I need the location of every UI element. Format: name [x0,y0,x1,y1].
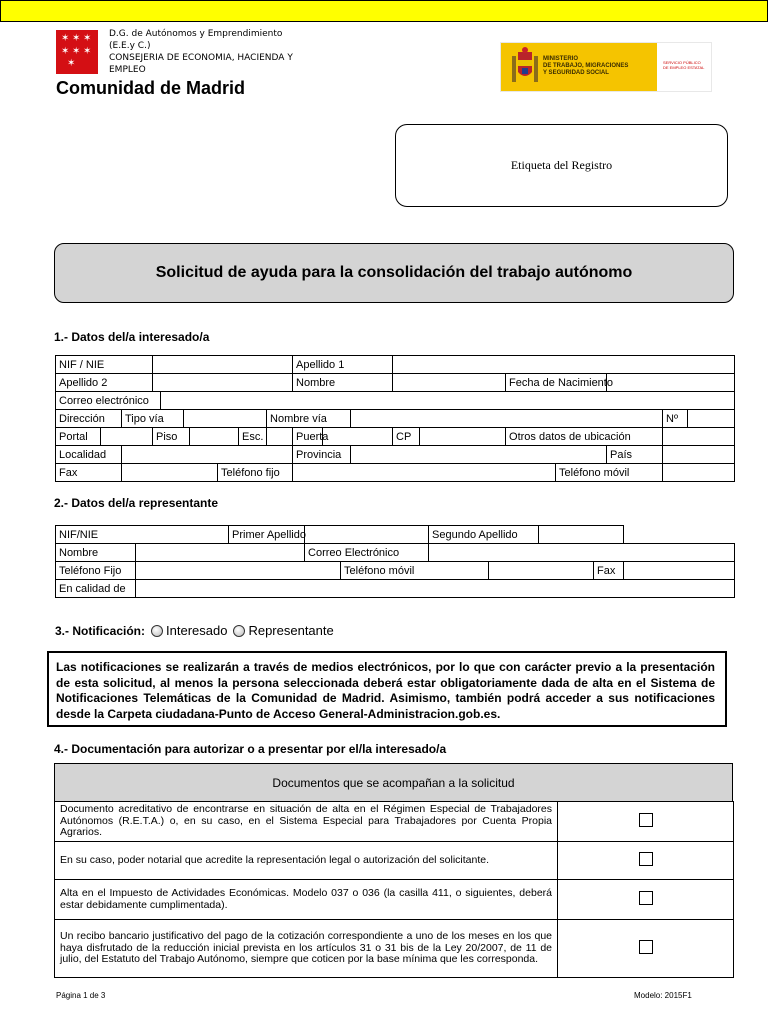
interesado-table [55,355,735,482]
fecha-nacimiento-input[interactable] [607,374,735,392]
notification-info-box: Las notificaciones se realizarán a través de medios electrónicos, por lo que con carácter previo a la presentación de esta solicitud, al menos la persona seleccionada deberá estar obligatoriamente dada de alta en el Sistema de Notificaciones Telemáticas de la Comunidad de Madrid. Asimismo, también podrá acceder a sus notificaciones desde la Carpeta ciudadana-Punto de Acceso General-Administracion.gob.es. [47,651,727,727]
radio-representante-label: Representante [248,623,334,638]
telefono-movil-label: Teléfono móvil [556,464,663,482]
provincia-label: Provincia [293,446,351,464]
comunidad-madrid-logo: ✶ ✶ ✶ ✶ ✶ ✶ ✶ [56,30,98,74]
doc-row [55,842,734,880]
tipo-via-input[interactable] [184,410,267,428]
section-1-heading: 1.- Datos del/a interesado/a [54,330,210,344]
registro-label-box: Etiqueta del Registro [395,124,728,207]
doc-checkbox[interactable] [639,891,653,905]
portal-label: Portal [56,428,101,446]
footer-modelo: Modelo: 2015F1 [634,991,692,1000]
puerta-input[interactable] [323,428,393,446]
rep-nombre-label: Nombre [56,544,136,562]
doc-row [55,880,734,920]
puerta-label: Puerta [293,428,323,446]
sepe-line-1: SERVICIO PÚBLICO [663,60,701,65]
rep-primer-apellido-label: Primer Apellido [229,526,305,544]
comunidad-title: Comunidad de Madrid [56,78,245,98]
nombre-via-label: Nombre vía [267,410,351,428]
ministry-line-3: Y SEGURIDAD SOCIAL [543,70,609,76]
ministry-line-1: MINISTERIO [543,56,579,62]
docs-table-header: Documentos que se acompañan a la solicitud [54,763,733,802]
section-2-heading: 2.- Datos del/a representante [54,496,219,510]
sepe-text [663,60,704,70]
doc-text: Alta en el Impuesto de Actividades Económicas. Modelo 037 o 036 (la casilla 411, o siguientes, deberá estar debidamente cumplimentada). [55,880,558,920]
rep-segundo-apellido-label: Segundo Apellido [429,526,539,544]
form-title: Solicitud de ayuda para la consolidación del trabajo autónomo [54,243,734,303]
tipo-via-label: Tipo vía [122,410,184,428]
dg-text [109,28,304,76]
telefono-fijo-label: Teléfono fijo [218,464,293,482]
piso-input[interactable] [190,428,239,446]
esc-input[interactable] [267,428,293,446]
spain-shield-icon [511,46,539,88]
ministry-logo [500,42,712,92]
notificacion-row [55,623,340,638]
rep-telefono-movil-input[interactable] [489,562,594,580]
correo-input[interactable] [161,392,735,410]
direccion-label: Dirección [56,410,122,428]
ministry-text [543,56,628,77]
nombre-input[interactable] [393,374,506,392]
piso-label: Piso [153,428,190,446]
doc-row [55,920,734,978]
ministry-logo-band [501,43,657,91]
cp-label: CP [393,428,420,446]
docs-table [54,801,734,978]
nif-label: NIF / NIE [56,356,153,374]
rep-nif-label: NIF/NIE [56,526,229,544]
radio-representante[interactable] [233,625,245,637]
rep-segundo-apellido-input[interactable] [539,526,624,544]
fax-input[interactable] [122,464,218,482]
rep-correo-label: Correo Electrónico [305,544,429,562]
fecha-nacimiento-label: Fecha de Nacimiento [506,374,607,392]
rep-en-calidad-label: En calidad de [56,580,136,598]
pais-input[interactable] [663,446,735,464]
apellido1-label: Apellido 1 [293,356,393,374]
apellido1-input[interactable] [393,356,735,374]
localidad-input[interactable] [122,446,293,464]
apellido2-label: Apellido 2 [56,374,153,392]
rep-fax-label: Fax [594,562,624,580]
rep-fax-input[interactable] [624,562,735,580]
correo-label: Correo electrónico [56,392,161,410]
top-yellow-banner [0,0,768,22]
esc-label: Esc. [239,428,267,446]
telefono-fijo-input[interactable] [293,464,556,482]
portal-input[interactable] [101,428,153,446]
section-4-heading: 4.- Documentación para autorizar o a presentar por el/la interesado/a [54,742,447,756]
otros-datos-input[interactable] [663,428,735,446]
pais-label: País [607,446,663,464]
telefono-movil-input[interactable] [663,464,735,482]
rep-telefono-fijo-label: Teléfono Fijo [56,562,136,580]
dg-line-2: CONSEJERIA DE ECONOMIA, HACIENDA Y EMPLEO [109,53,293,75]
sepe-line-2: DE EMPLEO ESTATAL [663,65,705,70]
radio-interesado-label: Interesado [166,623,228,638]
doc-checkbox[interactable] [639,852,653,866]
rep-correo-input[interactable] [429,544,735,562]
doc-text: En su caso, poder notarial que acredite la representación legal o autorización del solicitante. [55,842,558,880]
apellido2-input[interactable] [153,374,293,392]
nombre-via-input[interactable] [351,410,663,428]
numero-input[interactable] [688,410,735,428]
rep-primer-apellido-input[interactable] [305,526,429,544]
ministry-line-2: DE TRABAJO, MIGRACIONES [543,63,629,69]
representante-table [55,525,735,598]
fax-label: Fax [56,464,122,482]
footer-page: Página 1 de 3 [56,991,106,1000]
provincia-input[interactable] [351,446,607,464]
cp-input[interactable] [420,428,506,446]
dg-line-1: D.G. de Autónomos y Emprendimiento (E.E.y C.) [109,29,283,51]
doc-text: Un recibo bancario justificativo del pago de la cotización correspondiente a uno de los meses en los que haya disfrutado de la reducción inicial prevista en los artículos 31 o 31 bis de la Ley 20/2007, de 11 de julio, del Estatuto del Trabajo Autónomo, siempre que coticen por la base mínima que les corresponda. [55,920,558,978]
nombre-label: Nombre [293,374,393,392]
localidad-label: Localidad [56,446,122,464]
doc-checkbox[interactable] [639,813,653,827]
numero-label: Nº [663,410,688,428]
rep-telefono-movil-label: Teléfono móvil [341,562,489,580]
rep-nombre-input[interactable] [136,544,305,562]
section-3-heading: 3.- Notificación: [55,623,146,638]
doc-text: Documento acreditativo de encontrarse en situación de alta en el Régimen Especial de Trabajadores Autónomos (R.E.T.A.) o, en su caso, en el Sistema Especial para Trabajadores por Cuenta Propia Agrarios. [55,802,558,842]
radio-interesado[interactable] [151,625,163,637]
doc-row [55,802,734,842]
nif-input[interactable] [153,356,293,374]
doc-checkbox[interactable] [639,940,653,954]
otros-datos-label: Otros datos de ubicación [506,428,663,446]
rep-en-calidad-input[interactable] [136,580,735,598]
rep-telefono-fijo-input[interactable] [136,562,341,580]
